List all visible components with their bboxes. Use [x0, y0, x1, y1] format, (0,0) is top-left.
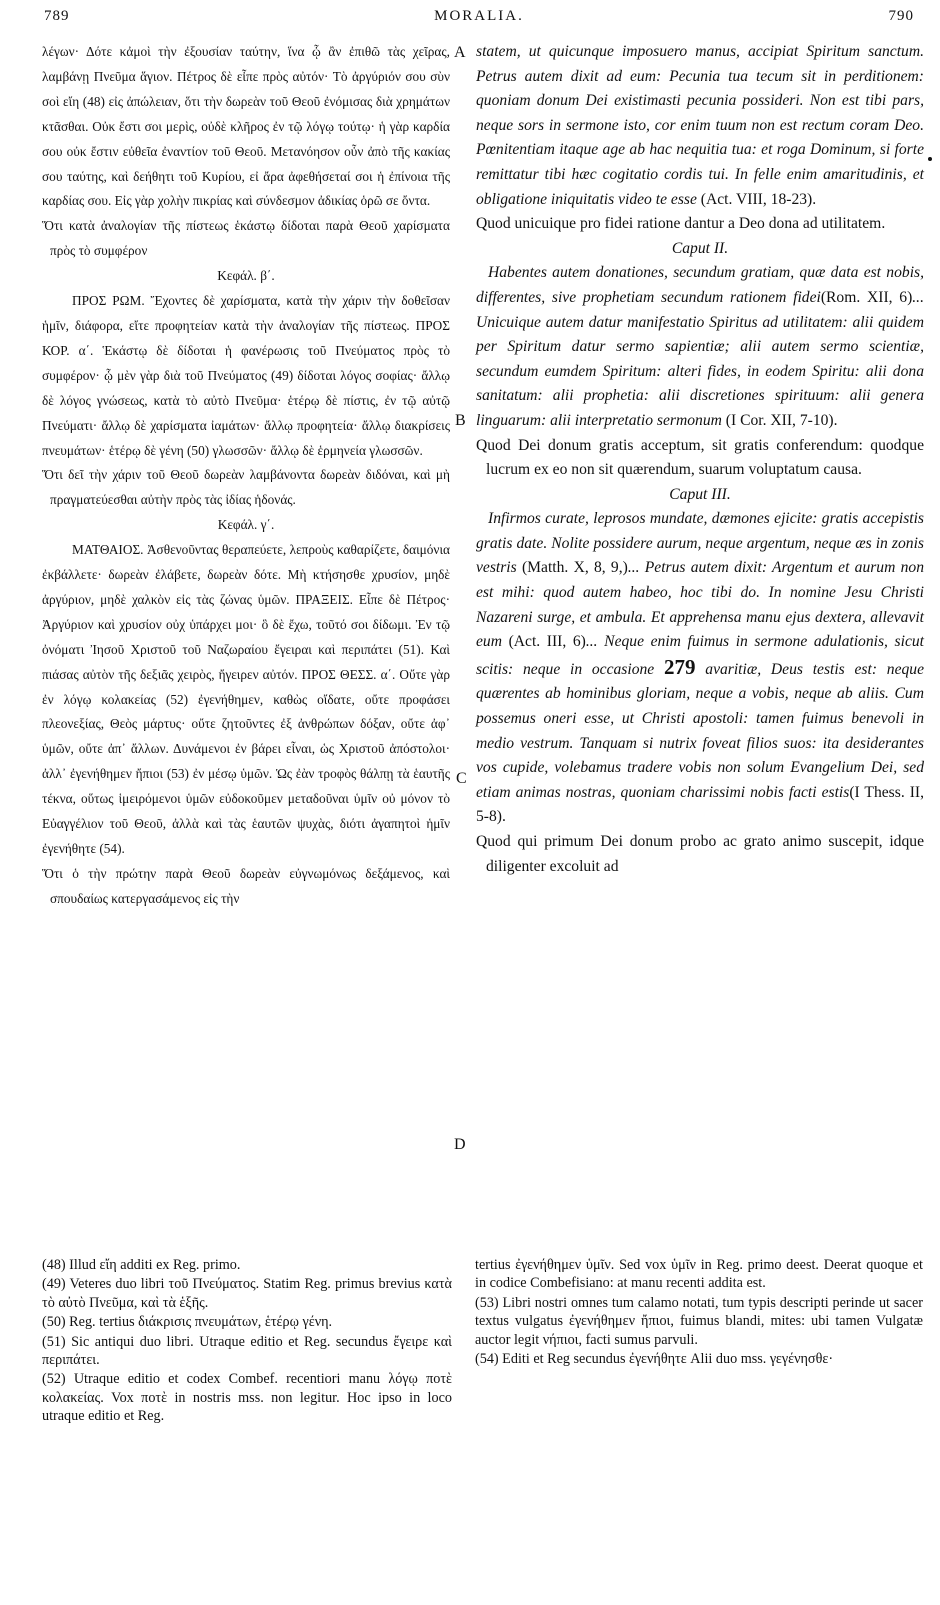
latin-paragraph-1-text: statem, ut quicunque imposuero manus, accipiat Spiritum sanctum. Petrus autem dixit ad eum: Pecunia tua tecum sit in perditionem: quoniam donum Dei existimasti pecunia possideri. Non est tibi pars, neque sors in sermone isto, cor enim tuum non est rectum coram Deo. Pœnitentiam itaque age ab hac nequitia tua: et roga Dominum, si forte remittatur tibi hæc cogitatio cordis tui. In felle enim amaritudinis, et obligatione iniquitatis video te esse [476, 43, 924, 208]
greek-paragraph-3: ΜΑΤΘΑΙΟΣ. Ἀσθενοῦντας θεραπεύετε, λεπροὺς καθαρίζετε, δαιμόνια ἐκβάλλετε· δωρεὰν ἐλάβετε, δωρεὰν δότε. Μὴ κτήσησθε χρυσίον, μηδὲ ἀργύριον, μηδὲ χαλκὸν εἰς τὰς ζώνας ὑμῶν. ΠΡΑΞΕΙΣ. Εἶπε δὲ Πέτρος· Ἀργύριον καὶ χρυσίον οὐχ ὑπάρχει μοι· ὃ δὲ ἔχω, τοῦτό σοι δίδωμι. Ἐν τῷ ὀνόματι Ἰησοῦ Χριστοῦ τοῦ Ναζωραίου ἔγειραι καὶ περιπάτει (51). Καὶ πιάσας αὐτὸν τῆς δεξιᾶς χειρὸς, ἤγειρεν αὐτόν. ΠΡΟΣ ΘΕΣΣ. α΄. Οὔτε γὰρ ἐν λόγῳ κολακείας (52) ἐγενήθημεν, καθὼς οἴδατε, οὔτε προφάσει πλεονεξίας, Θεὸς μάρτυς· οὔτε ζητοῦντες ἐξ ἀνθρώπων δόξαν, οὔτε ἀφ᾽ ὑμῶν, οὔτε ἀπ᾽ ἄλλων. Δυνάμενοι ἐν βάρει εἶναι, ὡς Χριστοῦ ἀπόστολοι· ἀλλ᾽ ἐγενήθημεν ἤπιοι (53) ἐν μέσῳ ὑμῶν. Ὡς ἐὰν τροφὸς θάλπῃ τὰ ἑαυτῆς τέκνα, οὕτως ἱμειρόμενοι ὑμῶν εὐδοκοῦμεν μεταδοῦναι ὑμῖν οὐ μόνον τὸ Εὐαγγέλιον τοῦ Θεοῦ, ἀλλὰ καὶ τὰς ἑαυτῶν ψυχὰς, διότι ἀγαπητοὶ ἡμῖν ἐγενήθητε (54). [42, 542, 450, 856]
page-number-left: 789 [44, 8, 70, 24]
latin-paragraph-3c-text: ... Neque enim fuimus in sermone adulationis, sicut scitis: neque in occasione [476, 633, 925, 678]
latin-column [476, 40, 924, 879]
footnote-52-continued: tertius ἐγενήθημεν ὑμῖν. Sed vox ὑμῖν in Reg. primo deest. Deerat quoque et in codice Combefisiano: at manu recenti addita est. [475, 1257, 923, 1292]
greek-section-title-2: Ὅτι κατὰ ἀναλογίαν τῆς πίστεως ἑκάστῳ δίδοται παρὰ Θεοῦ χαρίσματα πρὸς τὸ συμφέρον [42, 218, 450, 259]
footnote-51: (51) Sic antiqui duo libri. Utraque editio et Reg. secundus ἔγειρε καὶ περιπάτει. [42, 1333, 452, 1369]
latin-section-title-3: Quod Dei donum gratis acceptum, sit gratis conferendum: quodque lucrum ex eo non sit quærendum, suarum voluptatum causa. [476, 436, 924, 479]
greek-paragraph-1: λέγων· Δότε κἀμοὶ τὴν ἐξουσίαν ταύτην, ἵνα ᾧ ἂν ἐπιθῶ τὰς χεῖρας, λαμβάνῃ Πνεῦμα ἅγιον. Πέτρος δὲ εἶπε πρὸς αὐτόν· Τὸ ἀργύριόν σου σὺν σοὶ εἴη (48) εἰς ἀπώλειαν, ὅτι τὴν δωρεὰν τοῦ Θεοῦ ἐνόμισας διὰ χρημάτων κτᾶσθαι. Οὐκ ἔστι σοι μερὶς, οὐδὲ κλῆρος ἐν τῷ λόγῳ τούτῳ· ἡ γὰρ καρδία σου οὐκ ἔστιν εὐθεῖα ἐναντίον τοῦ Θεοῦ. Μετανόησον οὖν ἀπὸ τῆς κακίας σου ταύτης, καὶ δεήθητι τοῦ Κυρίου, εἰ ἄρα ἀφεθήσεταί σοι ἡ ἐπίνοια τῆς καρδίας σου. Εἰς γὰρ χολὴν πικρίας καὶ σύνδεσμον ἀδικίας ὁρῶ σε ὄντα. [42, 44, 450, 209]
footnote-50: (50) Reg. tertius διάκρισις πνευμάτων, ἑτέρῳ γένη. [42, 1314, 333, 1331]
greek-column [42, 40, 450, 912]
latin-reference-2b: (I Cor. XII, 7-10). [725, 411, 838, 429]
footnotes-left [42, 1256, 452, 1427]
running-title: MORALIA. [434, 8, 524, 24]
latin-chapter-heading-2: Caput II. [671, 239, 729, 257]
latin-reference-3b: (Act. III, 6) [508, 633, 586, 651]
footnote-49: (49) Veteres duo libri τοῦ Πνεύματος. Statim Reg. primus brevius κατὰ τὸ αὐτὸ Πνεῦμα, καὶ τὰ ἑξῆς. [42, 1276, 452, 1311]
footnotes-right [475, 1256, 923, 1369]
greek-chapter-heading-2: Κεφάλ. β΄. [217, 268, 275, 284]
margin-marker-a: A [454, 44, 466, 61]
latin-reference-3a: (Matth. X, 8, 9,) [521, 559, 628, 577]
footnote-48: (48) Illud εἴη additi ex Reg. primo. [42, 1257, 241, 1273]
latin-paragraph-2 [476, 261, 924, 433]
latin-paragraph-2-text: Habentes autem donationes, secundum gratiam, quæ data est nobis, differentes, sive prophetiam secundum rationem fidei [476, 264, 924, 306]
latin-paragraph-2b-text: ... Unicuique autem datur manifestatio Spiritus ad utilitatem: alii quidem per Spiritum datur sermo sapientiæ; alii autem sermo scientiæ, secundum eumdem Spiritum: alteri fides, in eodem Spiritu: alii dona sanitatum: alii prophetia: alii discretiones spirituum: alii genera linguarum: alii interpretatio sermonum [476, 288, 924, 429]
page-number-right: 790 [888, 8, 914, 24]
greek-chapter-heading-3: Κεφάλ. γ΄. [217, 517, 275, 533]
latin-paragraph-3d-text: avaritiæ, Deus testis est: neque quærentes ab hominibus gloriam, neque a vobis, neque ab aliis. Cum possemus oneri esse, ut Christi apostoli: tamen fuimus benevoli in medio vestrum. Tanquam si nutrix foveat filios suos: ita desiderantes vos cupide, volebamus tradere vobis non solum Evangelium Dei, sed etiam animas nostras, quoniam charissimi nobis facti estis [476, 660, 925, 801]
latin-reference-2: (Rom. XII, 6) [820, 288, 913, 306]
latin-paragraph-1 [476, 40, 924, 212]
latin-reference-3c: (I Thess. II, 5-8). [476, 783, 924, 826]
footnote-53: (53) Libri nostri omnes tum calamo notati, tum typis descripti perinde ut sacer textus vulgatus ἐγενήθημεν ἤπιοι, fuimus blandi, mites: ubi tamen Vulgatæ auctor legit νήπιοι, facti sumus parvuli. [475, 1294, 923, 1348]
page-header [44, 8, 914, 34]
latin-reference-1: (Act. VIII, 18-23). [700, 190, 817, 208]
latin-paragraph-3 [476, 507, 924, 830]
margin-marker-d: D [454, 1136, 466, 1153]
margin-marker-b: B [455, 412, 466, 429]
footnote-52: (52) Utraque editio et codex Combef. recentiori manu λόγῳ ποτὲ κολακείας. Vox ποτὲ in nostris mss. non legitur. Hoc ipso in loco utraque editio et Reg. [42, 1371, 452, 1425]
greek-paragraph-2: ΠΡΟΣ ΡΩΜ. Ἔχοντες δὲ χαρίσματα, κατὰ τὴν χάριν τὴν δοθεῖσαν ἡμῖν, διάφορα, εἴτε προφητείαν κατὰ τὴν ἀναλογίαν τῆς πίστεως. ΠΡΟΣ ΚΟΡ. α΄. Ἑκάστῳ δὲ δίδοται ἡ φανέρωσις τοῦ Πνεύματος πρὸς τὸ συμφέρον· ᾧ μὲν γὰρ διὰ τοῦ Πνεύματος (49) δίδοται λόγος σοφίας· ἄλλῳ δὲ λόγος γνώσεως, κατὰ τὸ αὐτὸ Πνεῦμα· ἑτέρῳ δὲ πίστις, ἐν τῷ αὐτῷ Πνεύματι· ἄλλῳ δὲ χαρίσματα ἰαμάτων· ἄλλῳ προφητεία· ἄλλῳ διακρίσεις πνευμάτων· ἑτέρῳ δὲ γένη (50) γλωσσῶν· ἄλλῳ δὲ ἑρμηνεία γλωσσῶν. [42, 293, 450, 458]
margin-dot [928, 157, 932, 161]
greek-section-title-3: Ὅτι δεῖ τὴν χάριν τοῦ Θεοῦ δωρεὰν λαμβάνοντα δωρεὰν διδόναι, καὶ μὴ πραγματεύεσθαι αὐτὴν πρὸς τὰς ἰδίας ἡδονάς. [42, 467, 450, 508]
footnote-54: (54) Editi et Reg secundus ἐγενήθητε Alii duo mss. γεγένησθε· [475, 1351, 834, 1368]
latin-paragraph-3b-text: ... Petrus autem dixit: Argentum et aurum non est mihi: quod autem habeo, hoc tibi do. In nomine Jesu Christi Nazareni surge, et ambula. Et apprehensa manu ejus dextera, allevavit eum [476, 559, 925, 651]
latin-paragraph-3a-text: Infirmos curate, leprosos mundate, dæmones ejicite: gratis accepistis gratis date. Nolite possidere aurum, neque argentum, neque æs in zonis vestris [476, 510, 924, 577]
margin-marker-c: C [456, 770, 467, 787]
greek-section-title-4: Ὅτι ὁ τὴν πρώτην παρὰ Θεοῦ δωρεὰν εὐγνωμόνως δεξάμενος, καὶ σπουδαίως κατεργασάμενος εἰς τὴν [42, 865, 450, 906]
column-number: 279 [664, 654, 696, 679]
latin-chapter-heading-3: Caput III. [669, 485, 731, 503]
latin-section-title-2: Quod unicuique pro fidei ratione dantur a Deo dona ad utilitatem. [476, 215, 886, 233]
latin-section-title-4: Quod qui primum Dei donum probo ac grato animo suscepit, idque diligenter excoluit ad [476, 833, 924, 875]
